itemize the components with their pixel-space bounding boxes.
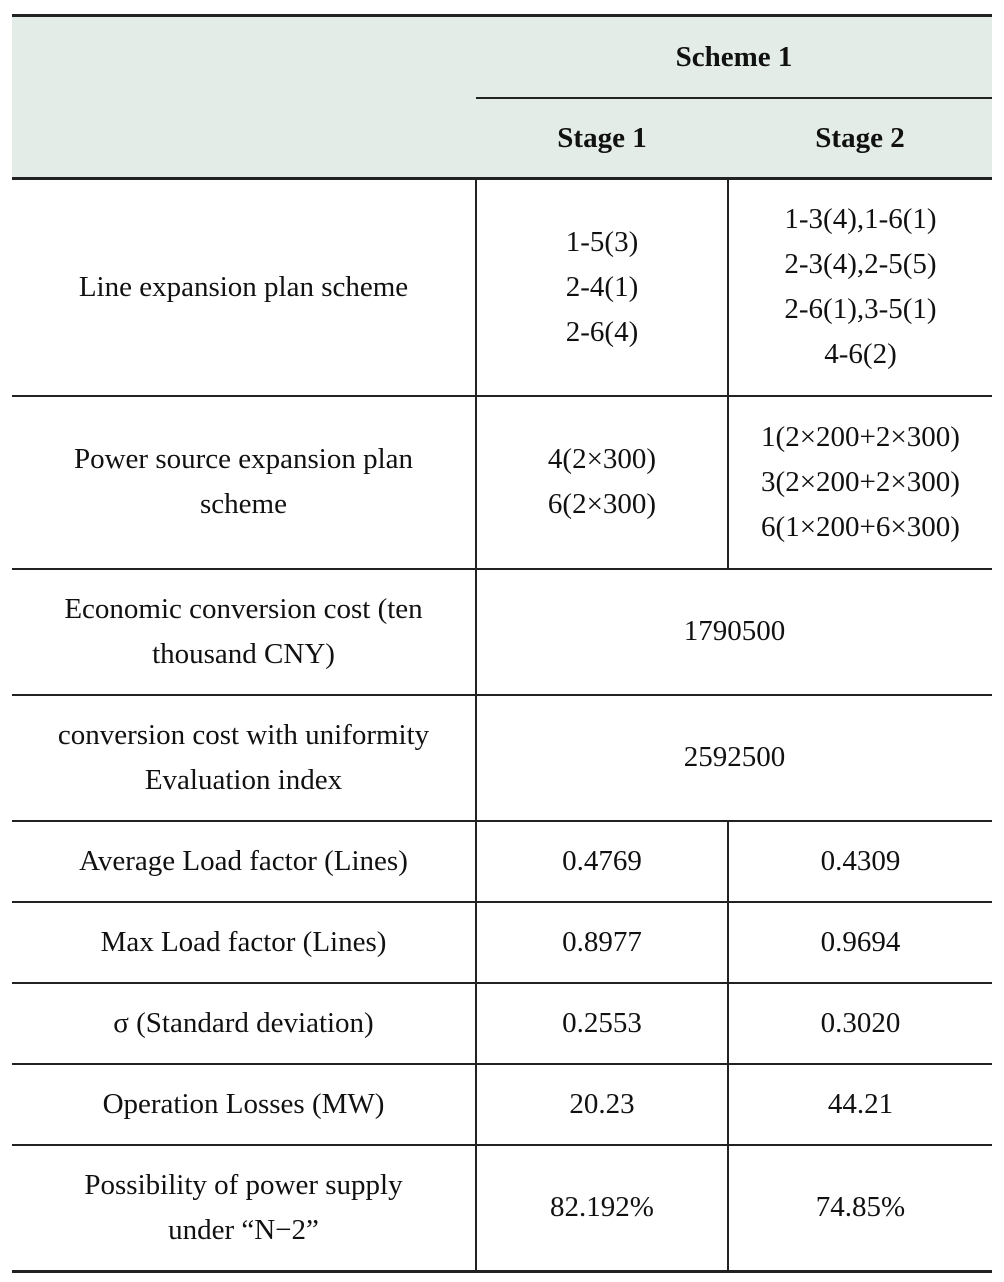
row-label-n2-possibility: Possibility of power supply under “N−2” [12, 1145, 476, 1272]
row-label-average-load: Average Load factor (Lines) [12, 821, 476, 902]
row-uniformity-cost [12, 695, 992, 821]
standard-deviation-stage-2: 0.3020 [728, 983, 992, 1064]
max-load-stage-1: 0.8977 [476, 902, 728, 983]
average-load-stage-2: 0.4309 [728, 821, 992, 902]
row-label-power-source: Power source expansion plan scheme [12, 396, 476, 569]
row-label-operation-losses: Operation Losses (MW) [12, 1064, 476, 1145]
row-line-expansion [12, 179, 992, 396]
row-label-line-expansion: Line expansion plan scheme [12, 179, 476, 396]
power-source-stage-2: 1(2×200+2×300) 3(2×200+2×300) 6(1×200+6×300) [728, 396, 992, 569]
header-stage-1: Stage 1 [476, 98, 728, 179]
row-average-load [12, 821, 992, 902]
header-row-scheme [12, 16, 992, 99]
average-load-stage-1: 0.4769 [476, 821, 728, 902]
header-corner-cell [12, 16, 476, 179]
row-power-source [12, 396, 992, 569]
economic-cost-value: 1790500 [476, 569, 992, 695]
operation-losses-stage-1: 20.23 [476, 1064, 728, 1145]
comparison-table [12, 14, 992, 1273]
row-max-load [12, 902, 992, 983]
row-label-max-load: Max Load factor (Lines) [12, 902, 476, 983]
row-operation-losses [12, 1064, 992, 1145]
n2-possibility-stage-1: 82.192% [476, 1145, 728, 1272]
row-label-standard-deviation: σ (Standard deviation) [12, 983, 476, 1064]
row-label-uniformity-cost: conversion cost with uniformity Evaluation index [12, 695, 476, 821]
line-expansion-stage-2: 1-3(4),1-6(1) 2-3(4),2-5(5) 2-6(1),3-5(1) 4-6(2) [728, 179, 992, 396]
operation-losses-stage-2: 44.21 [728, 1064, 992, 1145]
row-n2-possibility [12, 1145, 992, 1272]
max-load-stage-2: 0.9694 [728, 902, 992, 983]
header-stage-2: Stage 2 [728, 98, 992, 179]
uniformity-cost-value: 2592500 [476, 695, 992, 821]
line-expansion-stage-1: 1-5(3) 2-4(1) 2-6(4) [476, 179, 728, 396]
standard-deviation-stage-1: 0.2553 [476, 983, 728, 1064]
row-economic-cost [12, 569, 992, 695]
row-standard-deviation [12, 983, 992, 1064]
header-scheme-1: Scheme 1 [476, 16, 992, 99]
power-source-stage-1: 4(2×300) 6(2×300) [476, 396, 728, 569]
n2-possibility-stage-2: 74.85% [728, 1145, 992, 1272]
row-label-economic-cost: Economic conversion cost (ten thousand CNY) [12, 569, 476, 695]
